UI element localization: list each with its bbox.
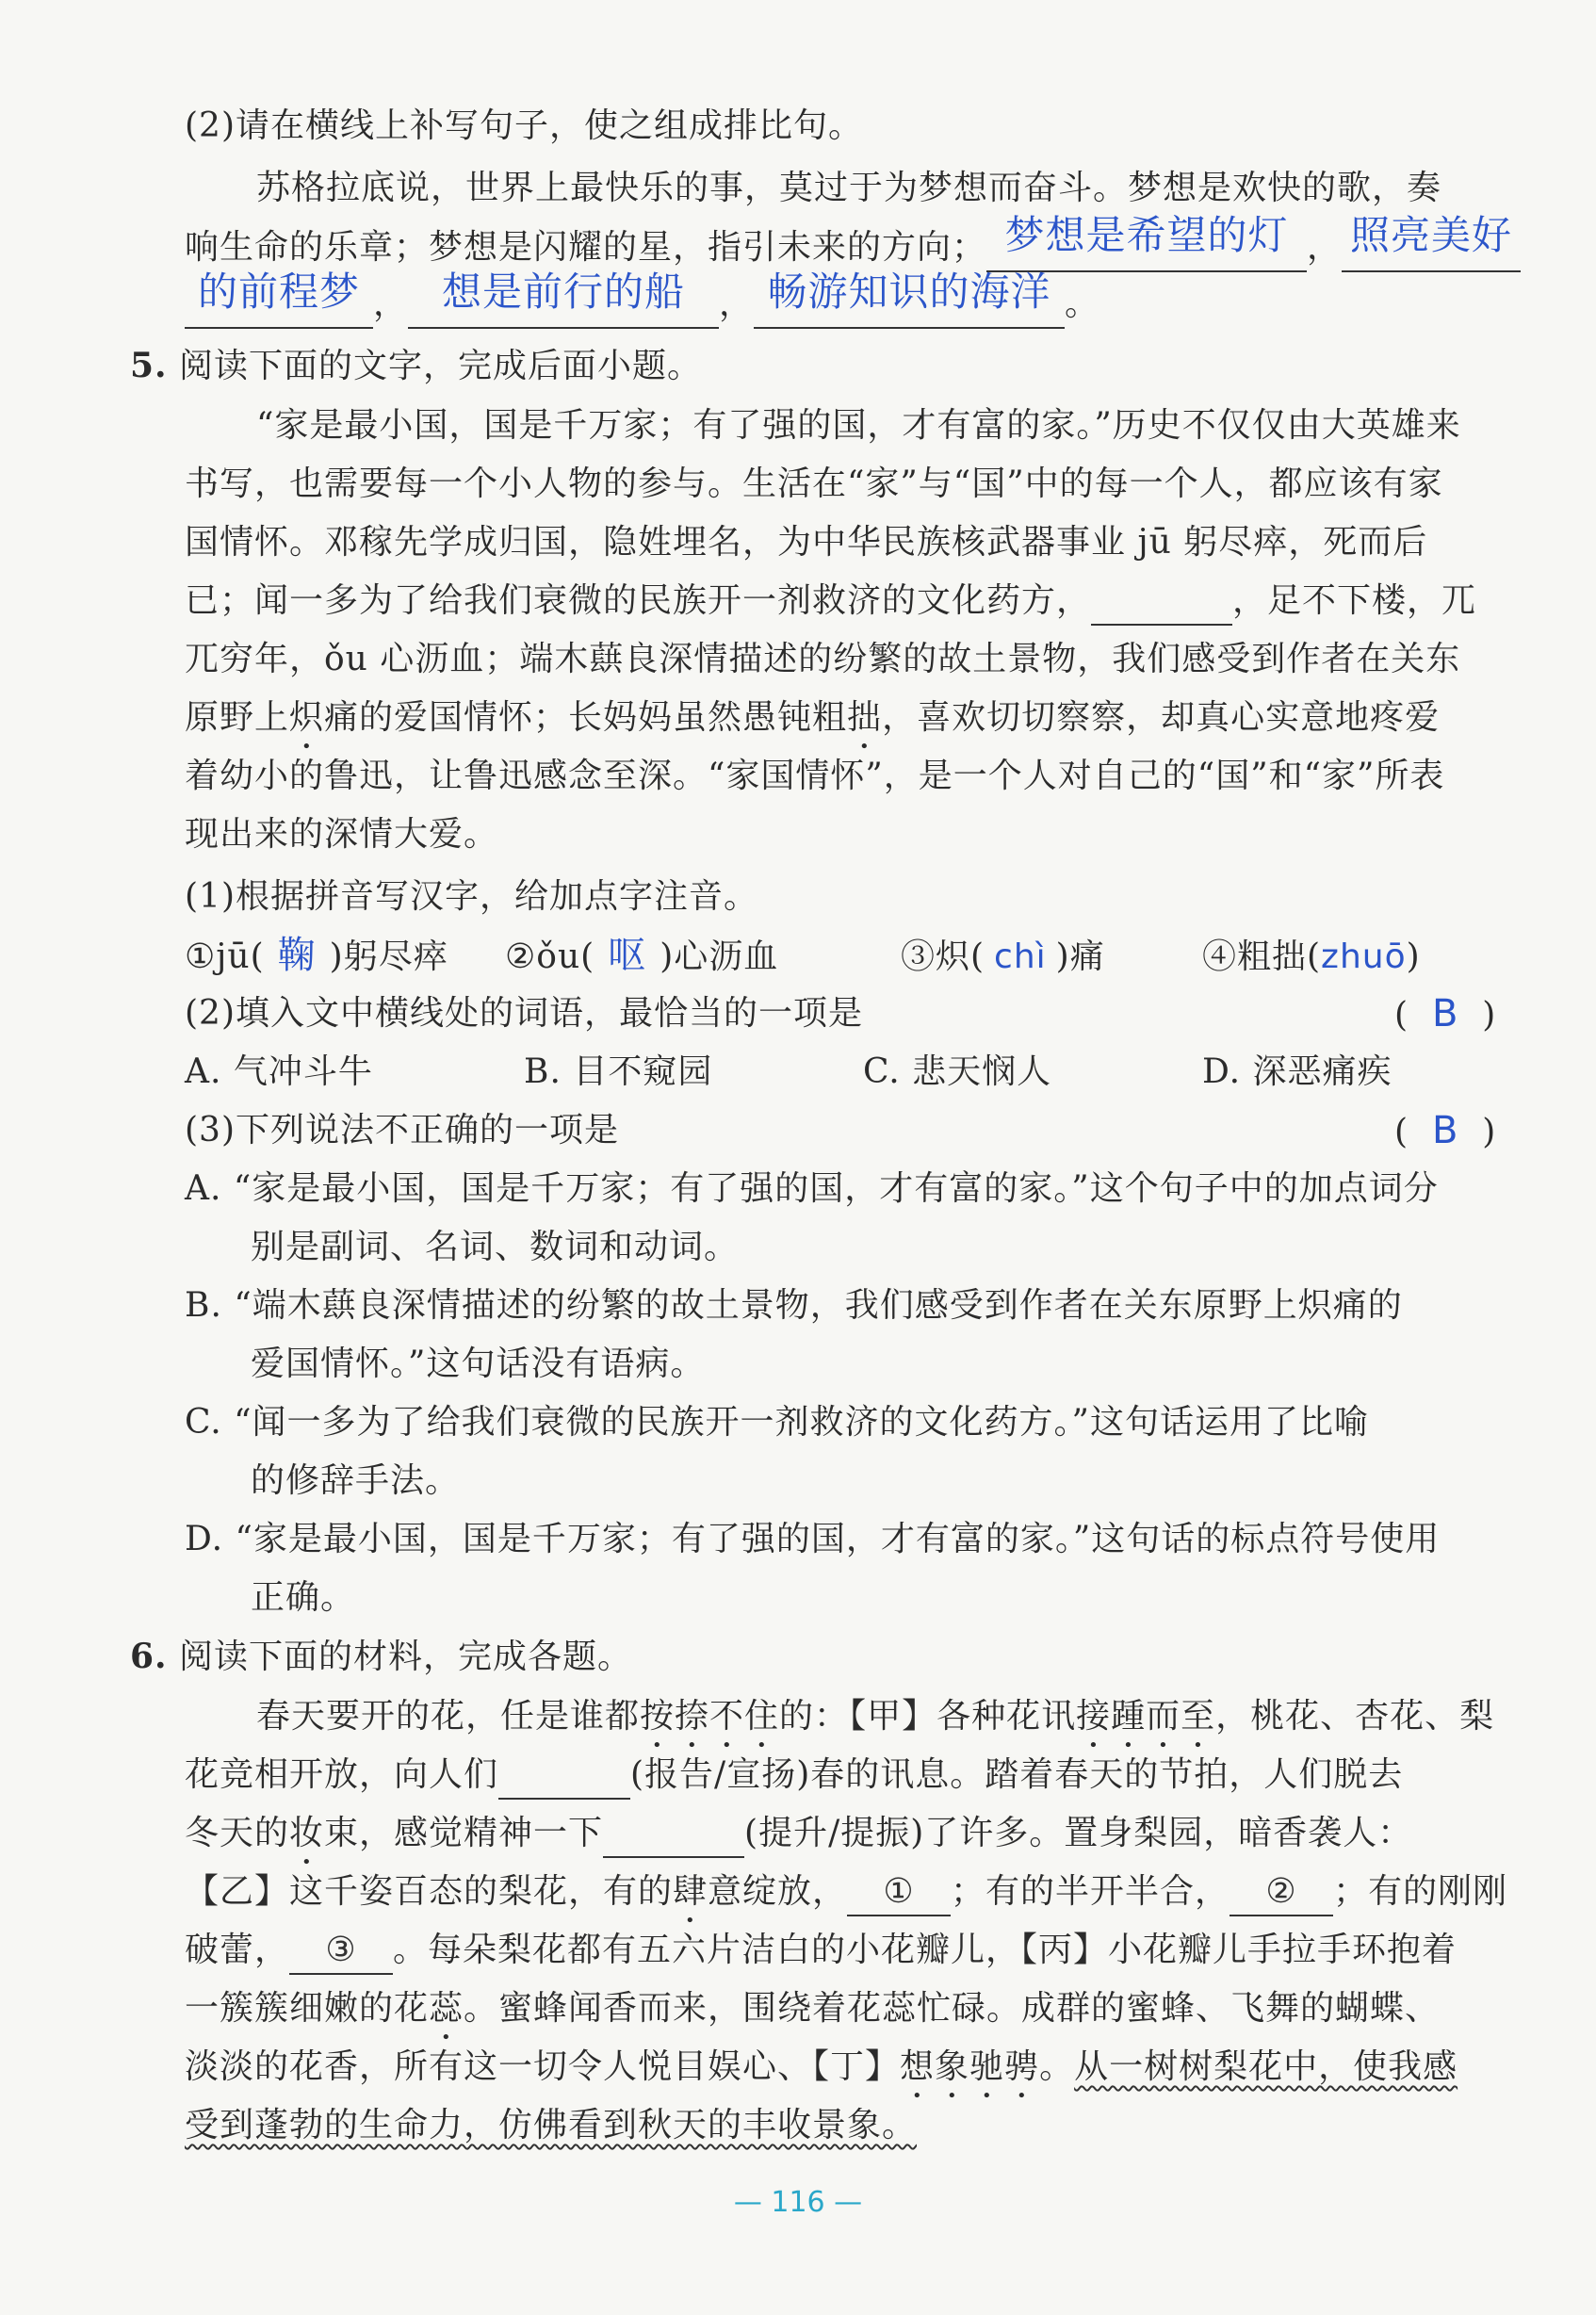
q6-passage-7a: 淡淡的花香，所有这一切令人悦目娱心 [185,2047,778,2086]
q6-passage-3a: 冬天的 [185,1814,290,1852]
q5-sub3-prompt: (3)下列说法不正确的一项是 [185,1111,619,1149]
q5-sub3-option-b-line2: 爱国情怀。”这句话没有语病。 [251,1345,706,1383]
q5-sub3-option-a-line2: 别是副词、名词、数词和动词。 [251,1228,740,1266]
q6-passage-4g: ；有的刚刚 [1333,1872,1508,1911]
q6-blank-2-label: ② [1265,1872,1297,1911]
wavy-underlined-sentence-part1: 从一树树梨花中，使我感 [1074,2047,1458,2086]
dotted-phrase-annaobuzhu: 按捺不住 [640,1697,780,1736]
dotted-phrase-jiezhongerzhi: 接踵而至 [1076,1697,1216,1736]
q6-passage-7e: 。 [1039,2047,1075,2086]
q5-sub1-item-3 [901,935,1202,980]
q5-title: 阅读下面的文字，完成后面小题。 [179,347,703,385]
q4-answer-5: 畅游知识的海洋 [767,269,1051,315]
q5-sub1-item-3-pre: ③炽( [901,937,985,976]
q5-sub3-option-c-line1[interactable]: C. “闻一多为了给我们衰微的民族开一剂救济的文化药方。”这句话运用了比喻 [185,1403,1369,1442]
dotted-char-zhuang: 妆 [289,1814,325,1852]
q5-sub1-item-2-post: )心沥血 [660,937,779,976]
dotted-char-si: 肆 [673,1872,708,1911]
q5-passage-4 [185,579,1476,626]
dotted-colon-1: ： [814,1697,850,1736]
dotted-char-zhuo: 拙 [847,698,883,737]
q5-passage-7: 着幼小的鲁迅，让鲁迅感念至深。“家国情怀”，是一个人对自己的“国”和“家”所表 [185,757,1445,795]
q5-sub2-answer-box[interactable]: ( B ) [1394,992,1497,1035]
wavy-underlined-sentence-part2: 受到蓬勃的生命力，仿佛看到秋天的丰收景象。 [185,2106,918,2144]
q5-sub1-item-4-pre: ④粗拙( [1202,937,1322,976]
q5-passage-6 [185,695,1440,757]
q6-passage-5e: 【丙】小花瓣儿手拉手环抱着 [1020,1931,1458,1969]
q6-passage-2 [185,1753,1403,1800]
q5-passage-3: 国情怀。邓稼先学成归国，隐姓埋名，为中华民族核武器事业 jū 躬尽瘁，死而后 [185,523,1428,562]
page-number: — 116 — [733,2186,863,2219]
q5-sub1-item-2 [505,933,901,980]
q4-blank-2b[interactable] [185,269,373,329]
q4-blank-3[interactable] [408,269,719,329]
q4-blank-4[interactable] [754,269,1065,329]
q6-passage-4a: 【乙】这千姿百态的梨花，有的 [185,1872,674,1911]
q6-passage-3d: (提升/提振)了许多。置身梨园，暗香袭人 [744,1814,1378,1852]
q4-end-punct: 。 [1065,285,1100,323]
q5-passage-blank[interactable] [1091,579,1232,626]
q5-sub1-items [185,933,1421,980]
q6-blank-1[interactable] [847,1869,951,1916]
q5-passage-4a: 已；闻一多为了给我们衰微的民族开一剂救济的文化药方， [185,581,1092,620]
q5-sub1-answer-3[interactable]: chì [994,937,1047,976]
q5-sub3-option-d-line2: 正确。 [251,1578,356,1617]
q5-sub2-option-a[interactable]: A. 气冲斗牛 [185,1052,373,1091]
dotted-char-chi: 炽 [289,698,325,737]
q4-answer-1: 梦想是希望的灯 [1004,212,1289,258]
q5-sub2-answer: B [1431,992,1459,1035]
q6-passage-3 [185,1811,1412,1872]
q6-title: 阅读下面的材料，完成各题。 [179,1638,633,1676]
q6-blank-2[interactable] [1230,1869,1333,1916]
q5-sub2-option-b[interactable]: B. 目不窥园 [524,1052,713,1091]
q4-para-line2: 响生命的乐章；梦想是闪耀的星，指引未来的方向； 梦想是希望的灯 ， 照亮美好 [185,222,1521,272]
q5-sub1-item-2-pre: ②ǒu( [505,937,595,976]
q6-passage-5a: 破蕾， [185,1931,290,1969]
q4-blank-2[interactable] [1342,212,1521,272]
q6-passage-4 [185,1869,1507,1931]
q5-sub1-item-1-pre: ①jū( [185,937,265,976]
q5-header [130,343,702,389]
q5-sub3-answer: B [1431,1109,1459,1152]
q5-sub3-option-a-line1[interactable]: A. “家是最小国，国是千万家；有了强的国，才有富的家。”这个句子中的加点词分 [185,1169,1439,1208]
dotted-colon-2: ： [1377,1814,1413,1852]
q4-answer-2: 照亮美好 [1350,212,1513,258]
q6-passage-4c: 意绽放， [708,1872,848,1911]
q5-sub3-option-b-line1[interactable]: B. “端木蕻良深情描述的纷繁的故土景物，我们感受到作者在关东原野上炽痛的 [185,1286,1403,1325]
q6-blank-baogao[interactable] [498,1753,630,1800]
dotted-phrase-xiangxiangchicheng: 想象驰骋 [900,2047,1040,2086]
q6-blank-3[interactable] [289,1928,393,1975]
q5-sub1-item-1 [185,933,505,980]
q5-sub3-option-d-line1[interactable]: D. “家是最小国，国是千万家；有了强的国，才有富的家。”这句话的标点符号使用 [185,1520,1441,1558]
q5-sub1-item-4-post: ) [1406,937,1421,976]
q5-sub3-option-c-line2: 的修辞手法。 [251,1461,461,1500]
q6-blank-3-label: ③ [325,1931,357,1969]
q6-passage-2b: (报告/宣扬)春的讯息。踏着春天的节拍，人们脱去 [630,1755,1404,1794]
q6-passage-5 [185,1928,1457,1989]
q5-sub1-prompt: (1)根据拼音写汉字，给加点字注音。 [185,877,758,916]
q5-passage-4b: ，足不下楼，兀 [1232,581,1477,620]
q6-passage-6a: 一簇簇细嫩的花 [185,1989,430,2028]
q5-sub2-options [185,1050,1392,1095]
q5-passage-6e: ，喜欢切切察察，却真心实意地疼爱 [882,698,1441,737]
q5-sub1-item-4 [1202,935,1421,980]
q6-passage-7c: 【丁】 [812,2047,901,2086]
q6-passage-4e: ；有的半开半合， [951,1872,1230,1911]
dotted-comma: ， [985,1931,1021,1969]
q5-sub1-item-3-post: )痛 [1055,937,1105,976]
q5-passage-1: “家是最小国，国是千万家；有了强的国，才有富的家。”历史不仅仅由大英雄来 [256,406,1461,445]
q6-passage-1e: 【甲】各种花讯 [849,1697,1077,1736]
q4-para-line3: 的前程梦 ， 想是前行的船 ， 畅游知识的海洋 。 [185,279,1099,329]
q5-passage-5: 兀穷年，ǒu 心沥血；端木蕻良深情描述的纷繁的故土景物，我们感受到作者在关东 [185,640,1461,678]
q6-passage-7 [185,2045,1458,2106]
q5-sub2-option-c[interactable]: C. 悲天悯人 [863,1052,1052,1091]
q5-passage-2: 书写，也需要每一个小人物的参与。生活在“家”与“国”中的每一个人，都应该有家 [185,465,1443,503]
q6-passage-6 [185,1986,1440,2047]
q6-blank-1-label: ① [883,1872,915,1911]
q6-passage-3c: 束，感觉精神一下 [324,1814,604,1852]
q5-passage-8: 现出来的深情大爱。 [185,815,499,854]
q6-passage-2a: 花竞相开放，向人们 [185,1755,499,1794]
q4-blank-1[interactable] [986,212,1307,272]
q6-passage-8 [185,2103,917,2148]
q6-passage-6c: 。蜜蜂闻香而来，围绕着花蕊忙碌。成群的蜜蜂、飞舞的蝴蝶、 [464,1989,1441,2028]
q6-blank-tisheng[interactable] [603,1811,744,1858]
q6-passage-1 [256,1694,1494,1755]
q6-number: 6. [130,1637,168,1676]
q5-sub3-answer-box[interactable]: ( B ) [1394,1109,1497,1152]
dotted-dun: 、 [777,2047,813,2086]
q6-passage-5c: 。每朵梨花都有五六片洁白的小花瓣儿 [393,1931,986,1969]
q5-passage-6c: 痛的爱国情怀；长妈妈虽然愚钝粗 [324,698,848,737]
q5-sub2-prompt: (2)填入文中横线处的词语，最恰当的一项是 [185,994,863,1033]
q4-para-line2-text: 响生命的乐章；梦想是闪耀的星，指引未来的方向； [185,228,987,267]
q6-passage-1a: 春天要开的花，任是谁都 [256,1697,641,1736]
q5-sub1-answer-4[interactable]: zhuō [1321,937,1407,976]
q5-sub1-answer-2[interactable]: 呕 [608,934,647,977]
q5-sub1-answer-1[interactable]: 鞠 [277,934,317,977]
q5-passage-6a: 原野上 [185,698,290,737]
dotted-char-rui: 蕊 [429,1989,464,2028]
q5-number: 5. [130,346,168,385]
q4-para-line1: 苏格拉底说，世界上最快乐的事，莫过于为梦想而奋斗。梦想是欢快的歌，奏 [256,169,1442,207]
q5-sub2-option-d[interactable]: D. 深恶痛疾 [1202,1052,1392,1091]
q6-passage-1g: ，桃花、杏花、梨 [1215,1697,1495,1736]
q4-answer-4: 想是前行的船 [442,269,686,315]
q4-answer-3: 的前程梦 [197,269,360,315]
q6-header [130,1634,632,1680]
q5-sub1-item-1-post: )躬尽瘁 [329,937,448,976]
q6-passage-1c: 的 [779,1697,815,1736]
q4-sub2-prompt: (2)请在横线上补写句子，使之组成排比句。 [185,106,863,145]
